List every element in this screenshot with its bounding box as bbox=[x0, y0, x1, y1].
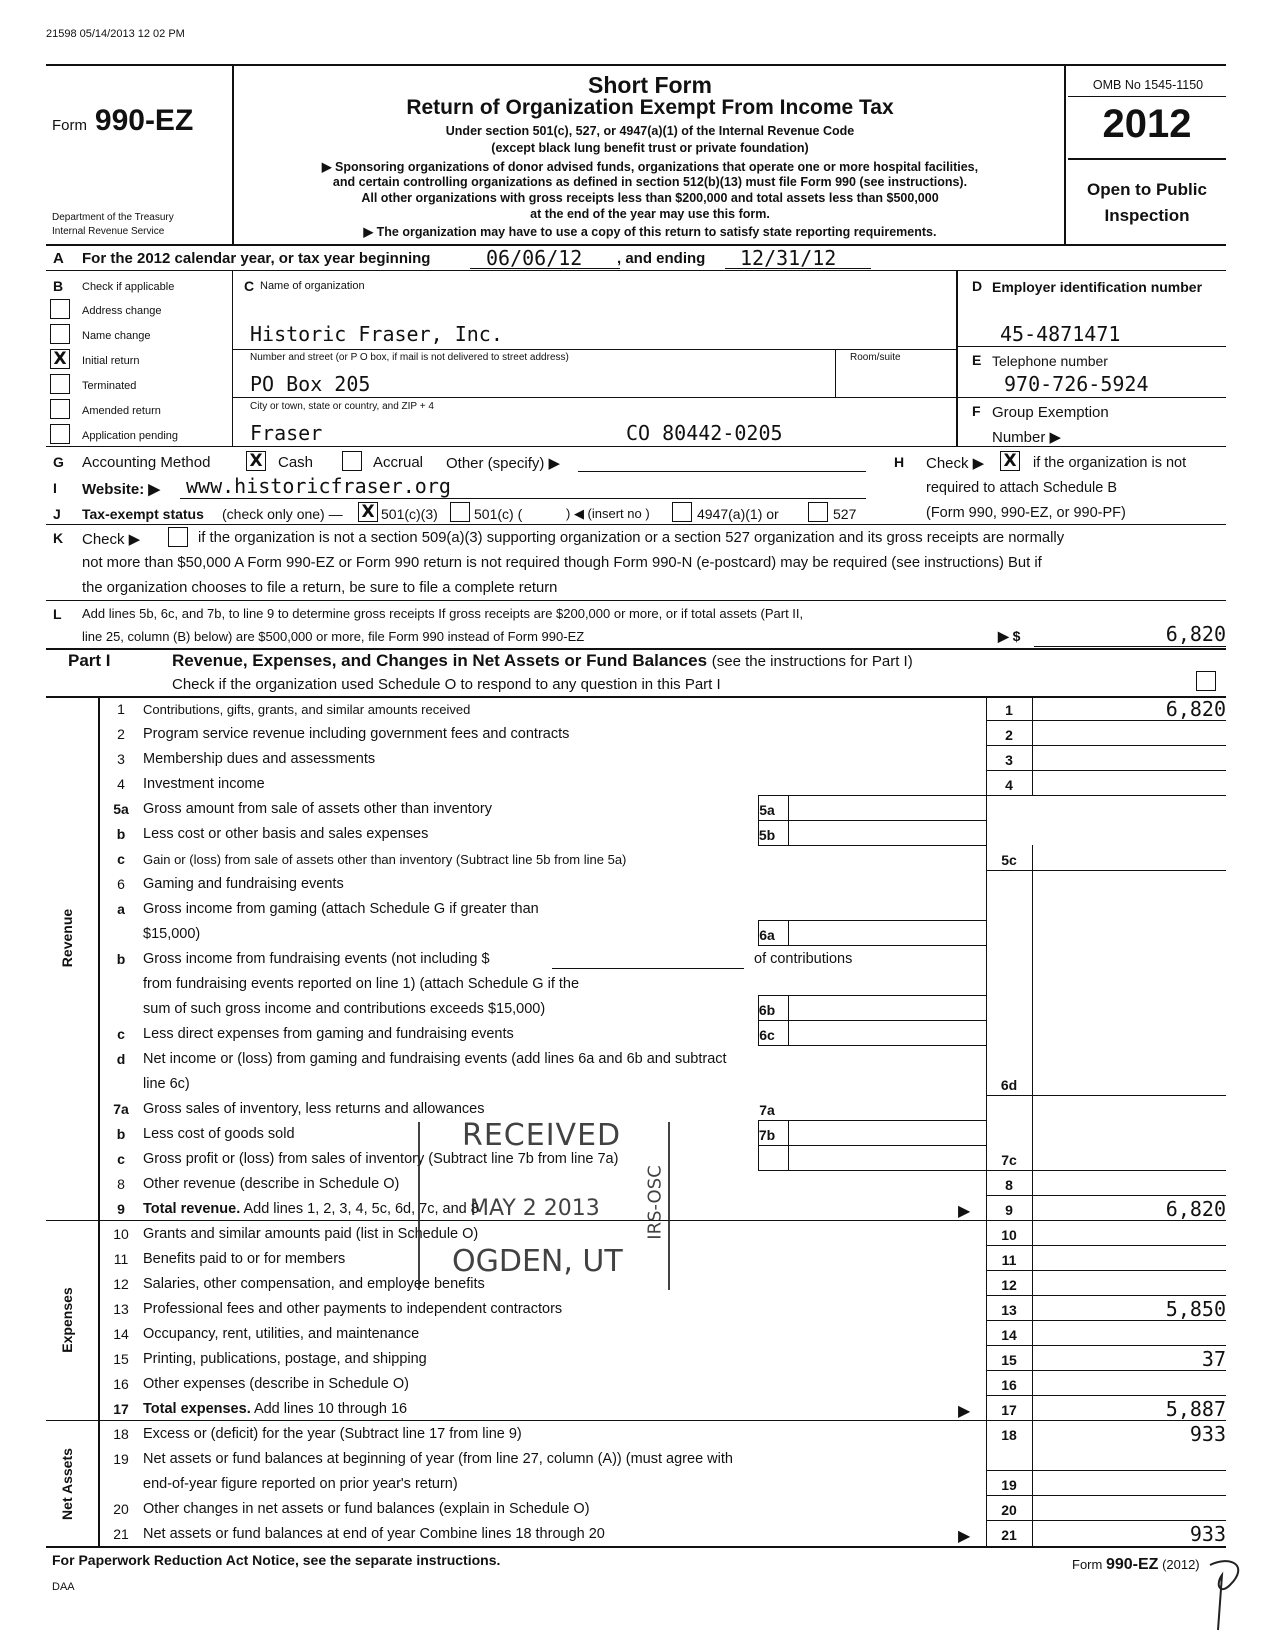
sub-rule bbox=[758, 1045, 986, 1046]
line-21-amount[interactable]: 933 bbox=[1189, 1522, 1226, 1546]
side-label-revenue: Revenue bbox=[59, 908, 75, 968]
row-rule bbox=[986, 1295, 1226, 1296]
line-18-desc: Excess or (deficit) for the year (Subtract line 17 from line 9) bbox=[143, 1426, 522, 1442]
line-5b-subbox: 5b bbox=[758, 827, 776, 843]
line-11-box: 11 bbox=[1001, 1252, 1017, 1268]
side-label-divider bbox=[98, 696, 100, 1546]
stamp-received: RECEIVED bbox=[462, 1118, 622, 1153]
row-rule bbox=[986, 1395, 1226, 1396]
checkbox-schedule-o[interactable] bbox=[1196, 671, 1216, 691]
line-11-desc: Benefits paid to or for members bbox=[143, 1251, 346, 1267]
checkbox-cash[interactable]: X bbox=[246, 451, 266, 471]
line-10-num: 10 bbox=[113, 1226, 129, 1242]
name-rule bbox=[232, 349, 956, 350]
line-5b-desc: Less cost or other basis and sales expenses bbox=[143, 826, 429, 842]
line-18-num: 18 bbox=[113, 1426, 129, 1442]
line-8-num: 8 bbox=[117, 1176, 125, 1192]
line-16-box: 16 bbox=[1001, 1377, 1017, 1393]
line-l-letter: L bbox=[53, 606, 62, 622]
row-rule bbox=[986, 870, 1226, 871]
label-name-change: Name change bbox=[82, 330, 151, 342]
footer-form-year: (2012) bbox=[1162, 1557, 1200, 1572]
line-a-rule bbox=[46, 270, 1226, 271]
label-527: 527 bbox=[833, 506, 857, 522]
daa-label: DAA bbox=[52, 1581, 75, 1593]
line-14-box: 14 bbox=[1001, 1327, 1017, 1343]
line-19-box: 19 bbox=[1001, 1477, 1017, 1493]
street-label: Number and street (or P O box, if mail is not delivered to street address) bbox=[250, 352, 569, 363]
line-19-num: 19 bbox=[113, 1451, 129, 1467]
side-label-expenses: Expenses bbox=[59, 1287, 75, 1353]
line-19-desc1: Net assets or fund balances at beginning of year (from line 27, column (A)) (must agree with bbox=[143, 1451, 733, 1467]
org-name-label: Name of organization bbox=[260, 280, 365, 292]
footer-form-number: 990-EZ bbox=[1105, 1556, 1159, 1573]
sub-rule bbox=[758, 1170, 986, 1171]
line-17-box: 17 bbox=[1001, 1402, 1017, 1418]
line-15-box: 15 bbox=[1001, 1352, 1017, 1368]
checkbox-application-pending[interactable] bbox=[50, 424, 70, 444]
group-exemption-label: Group Exemption bbox=[992, 404, 1109, 421]
stamp-side: IRS-OSC bbox=[644, 1165, 666, 1240]
subtitle-7: ▶ The organization may have to use a copy of this return to satisfy state reporting requirements. bbox=[363, 225, 937, 239]
section-bcdef-bottom bbox=[46, 446, 1226, 447]
line-6d-box: 6d bbox=[1000, 1077, 1018, 1093]
line-1-amount[interactable]: 6,820 bbox=[1165, 697, 1226, 721]
line-20-box: 20 bbox=[1001, 1502, 1017, 1518]
line-h-text2: required to attach Schedule B bbox=[926, 480, 1118, 496]
line-k-text3: the organization chooses to file a return, be sure to file a complete return bbox=[82, 580, 558, 596]
footer-form-id bbox=[1072, 1556, 1200, 1574]
subtitle-4: and certain controlling organizations as defined in section 512(b)(13) must file Form 990 (see instructions). bbox=[332, 175, 968, 189]
line-k-letter: K bbox=[53, 530, 64, 546]
other-method-line[interactable] bbox=[578, 471, 866, 472]
line-6a-desc1: Gross income from gaming (attach Schedule G if greater than bbox=[143, 901, 539, 917]
subtitle-3: ▶ Sponsoring organizations of donor advised funds, organizations that operate one or more hospital facilities, bbox=[321, 160, 979, 174]
line-l-text1: Add lines 5b, 6c, and 7b, to line 9 to determine gross receipts If gross receipts are $200,000 or more, or if total assets (Part II, bbox=[82, 606, 804, 621]
form-number: 990-EZ bbox=[94, 104, 194, 137]
sub-rule bbox=[758, 1120, 986, 1121]
header-bottom-rule bbox=[46, 244, 1226, 246]
room-divider bbox=[835, 349, 836, 397]
line-6b-desc1: Gross income from fundraising events (not including $ bbox=[143, 951, 490, 967]
line-6d-desc2: line 6c) bbox=[143, 1076, 190, 1092]
line-7b-desc: Less cost of goods sold bbox=[143, 1126, 295, 1142]
line-7a-num: 7a bbox=[113, 1101, 129, 1117]
website-underline bbox=[180, 498, 866, 499]
line-17-amount[interactable]: 5,887 bbox=[1165, 1397, 1226, 1421]
subtitle-6: at the end of the year may use this form. bbox=[530, 207, 770, 221]
line-9-desc-text: Add lines 1, 2, 3, 4, 5c, 6d, 7c, and 8 bbox=[240, 1201, 479, 1217]
accounting-method-label: Accounting Method bbox=[82, 454, 211, 471]
label-4947: 4947(a)(1) or bbox=[697, 506, 779, 522]
line-5a-desc: Gross amount from sale of assets other than inventory bbox=[143, 801, 492, 817]
part1-top-rule bbox=[46, 648, 1226, 650]
checkbox-schedule-b[interactable]: X bbox=[1000, 451, 1020, 471]
header-divider-right bbox=[1064, 64, 1066, 244]
label-initial-return: Initial return bbox=[82, 355, 140, 367]
part1-title-suffix: (see the instructions for Part I) bbox=[711, 653, 913, 670]
label-501c: 501(c) ( bbox=[474, 506, 523, 522]
row-rule bbox=[986, 1170, 1226, 1171]
line-5c-box: 5c bbox=[1001, 852, 1017, 868]
tax-year-end[interactable]: 12/31/12 bbox=[740, 246, 837, 270]
line-10-desc: Grants and similar amounts paid (list in Schedule O) bbox=[143, 1226, 479, 1242]
sub-rule bbox=[758, 920, 986, 921]
section-c-letter: C bbox=[244, 278, 255, 294]
line-18-box: 18 bbox=[1001, 1427, 1017, 1443]
line-20-desc: Other changes in net assets or fund balances (explain in Schedule O) bbox=[143, 1501, 590, 1517]
omb-number: OMB No 1545-1150 bbox=[1092, 78, 1204, 92]
section-d-letter: D bbox=[972, 278, 983, 294]
line-a-mid: , and ending bbox=[617, 250, 706, 267]
line-6d-desc1: Net income or (loss) from gaming and fundraising events (add lines 6a and 6b and subtract bbox=[143, 1051, 727, 1067]
line-15-desc: Printing, publications, postage, and shipping bbox=[143, 1351, 427, 1367]
stamp-date: MAY 2 2013 bbox=[470, 1196, 600, 1221]
line-k-text1: if the organization is not a section 509(a)(3) supporting organization or a section 527 organization and its gross receipts are normally bbox=[198, 530, 1065, 546]
accrual-label: Accrual bbox=[373, 454, 424, 471]
checkbox-initial-return[interactable]: X bbox=[50, 349, 70, 369]
checkbox-terminated[interactable] bbox=[50, 374, 70, 394]
line-13-num: 13 bbox=[113, 1301, 129, 1317]
line-17-desc-bold: Total expenses. bbox=[143, 1401, 251, 1417]
cash-label: Cash bbox=[278, 454, 314, 471]
line-13-desc: Professional fees and other payments to independent contractors bbox=[143, 1301, 563, 1317]
gross-receipts-amount[interactable]: 6,820 bbox=[1165, 622, 1226, 646]
subtitle-5: All other organizations with gross receipts less than $200,000 and total assets less than $500,000 bbox=[361, 191, 939, 205]
footer-form-word: Form bbox=[1072, 1557, 1103, 1572]
line-k-text2: not more than $50,000 A Form 990-EZ or Form 990 return is not required though Form 990-N (e-postcard) may be required (see instructions) But if bbox=[82, 555, 1042, 571]
line-15-num: 15 bbox=[113, 1351, 129, 1367]
line-6b-desc2: from fundraising events reported on line 1) (attach Schedule G if the bbox=[143, 976, 580, 992]
line-18-amount[interactable]: 933 bbox=[1189, 1422, 1226, 1446]
city-label: City or town, state or country, and ZIP + 4 bbox=[250, 401, 434, 412]
begin-underline bbox=[470, 268, 620, 269]
checkbox-501c3[interactable]: X bbox=[358, 502, 378, 522]
group-number-label: Number ▶ bbox=[992, 429, 1062, 446]
part1-label: Part I bbox=[68, 651, 111, 670]
line-6c-num: c bbox=[117, 1026, 125, 1042]
checkbox-line-k[interactable] bbox=[168, 527, 188, 547]
line-k-rule bbox=[46, 600, 1226, 601]
paperwork-notice: For Paperwork Reduction Act Notice, see the separate instructions. bbox=[52, 1552, 501, 1568]
line-21-box: 21 bbox=[1001, 1527, 1017, 1543]
line-7c-desc: Gross profit or (loss) from sales of inventory (Subtract line 7b from line 7a) bbox=[143, 1151, 619, 1167]
line-19-desc2: end-of-year figure reported on prior year's return) bbox=[143, 1476, 458, 1492]
sub-rule bbox=[758, 945, 986, 946]
line-14-num: 14 bbox=[113, 1326, 129, 1342]
line-6c-subbox: 6c bbox=[759, 1027, 775, 1043]
sub-rule bbox=[758, 795, 986, 796]
subtitle-1: Under section 501(c), 527, or 4947(a)(1) of the Internal Revenue Code bbox=[445, 124, 855, 138]
line-h-text1: if the organization is not bbox=[1033, 455, 1187, 471]
street-address[interactable]: PO Box 205 bbox=[250, 372, 371, 396]
line-6-num: 6 bbox=[117, 876, 125, 892]
line-4-num: 4 bbox=[117, 776, 125, 792]
line-5c-desc: Gain or (loss) from sale of assets other than inventory (Subtract line 5b from line 5a) bbox=[143, 852, 627, 867]
line-9-num: 9 bbox=[117, 1201, 125, 1217]
line-a-letter: A bbox=[53, 250, 64, 267]
line-16-desc: Other expenses (describe in Schedule O) bbox=[143, 1376, 409, 1392]
line-3-desc: Membership dues and assessments bbox=[143, 751, 376, 767]
line-k-check: Check ▶ bbox=[82, 531, 141, 548]
line-6c-desc: Less direct expenses from gaming and fundraising events bbox=[143, 1026, 514, 1042]
line-7b-subbox: 7b bbox=[758, 1127, 776, 1143]
line-4-desc: Investment income bbox=[143, 776, 265, 792]
ein[interactable]: 45-4871471 bbox=[1000, 322, 1121, 346]
line-6d-num: d bbox=[116, 1051, 126, 1067]
line-17-desc bbox=[143, 1401, 407, 1417]
line-13-box: 13 bbox=[1001, 1302, 1017, 1318]
line-5a-num: 5a bbox=[113, 801, 129, 817]
room-label: Room/suite bbox=[850, 352, 901, 363]
dept-line1: Department of the Treasury bbox=[52, 212, 174, 223]
stamp-city: OGDEN, UT bbox=[452, 1244, 623, 1279]
line-6a-desc2: $15,000) bbox=[143, 926, 201, 942]
sub-rule bbox=[758, 1145, 986, 1146]
section-f-letter: F bbox=[972, 403, 981, 419]
line-10-box: 10 bbox=[1001, 1227, 1017, 1243]
line-14-desc: Occupancy, rent, utilities, and maintenance bbox=[143, 1326, 420, 1342]
handwritten-initials-icon bbox=[1200, 1555, 1260, 1635]
line-12-desc: Salaries, other compensation, and employee benefits bbox=[143, 1276, 485, 1292]
line-6b-subbox: 6b bbox=[758, 1002, 776, 1018]
form-id: Form 990-EZ bbox=[52, 104, 194, 137]
row-rule bbox=[986, 1345, 1226, 1346]
line-2-desc: Program service revenue including government fees and contracts bbox=[143, 726, 570, 742]
line-g-letter: G bbox=[53, 454, 64, 470]
other-method-label: Other (specify) ▶ bbox=[446, 455, 561, 472]
checkbox-address-change[interactable] bbox=[50, 299, 70, 319]
phone[interactable]: 970-726-5924 bbox=[1004, 372, 1149, 396]
line-9-box: 9 bbox=[1005, 1202, 1013, 1218]
row-rule bbox=[986, 1245, 1226, 1246]
row-rule bbox=[986, 1470, 1226, 1471]
sub-rule bbox=[758, 845, 986, 846]
open-public-1: Open to Public bbox=[1087, 180, 1207, 199]
section-b-letter: B bbox=[53, 278, 64, 294]
shaded-5ab bbox=[987, 796, 1226, 845]
checkbox-name-change[interactable] bbox=[50, 324, 70, 344]
row-rule bbox=[986, 1495, 1226, 1496]
ein-rule bbox=[956, 346, 1226, 347]
line-20-num: 20 bbox=[113, 1501, 129, 1517]
line-21-arrow-icon: ▶ bbox=[958, 1528, 971, 1545]
sub-rule bbox=[758, 1020, 986, 1021]
part1-title-text: Revenue, Expenses, and Changes in Net Assets or Fund Balances bbox=[172, 651, 708, 670]
org-name[interactable]: Historic Fraser, Inc. bbox=[250, 322, 503, 346]
line-a-text: For the 2012 calendar year, or tax year beginning bbox=[82, 250, 431, 267]
row-rule bbox=[986, 1270, 1226, 1271]
line-7a-subbox: 7a bbox=[759, 1102, 775, 1118]
dept-line2: Internal Revenue Service bbox=[52, 226, 165, 237]
line-i-letter: I bbox=[53, 480, 57, 496]
line-9-arrow-icon: ▶ bbox=[958, 1203, 971, 1220]
ein-label: Employer identification number bbox=[992, 279, 1203, 295]
sub-rule bbox=[758, 820, 986, 821]
row-rule bbox=[986, 1195, 1226, 1196]
line-6a-subbox: 6a bbox=[759, 927, 775, 943]
tax-exempt-hint: (check only one) — bbox=[222, 506, 343, 522]
side-label-net-assets: Net Assets bbox=[59, 1448, 75, 1520]
end-underline bbox=[725, 268, 871, 269]
label-amended-return: Amended return bbox=[82, 405, 161, 417]
header-top-rule bbox=[46, 64, 1226, 66]
phone-label: Telephone number bbox=[992, 353, 1108, 369]
line-3-box: 3 bbox=[1005, 752, 1013, 768]
tax-year-begin[interactable]: 06/06/12 bbox=[486, 246, 583, 270]
row-rule bbox=[986, 770, 1226, 771]
line-h-text3: (Form 990, 990-EZ, or 990-PF) bbox=[926, 505, 1126, 521]
label-terminated: Terminated bbox=[82, 380, 137, 392]
header-divider-left bbox=[232, 64, 234, 244]
line-7a-desc: Gross sales of inventory, less returns and allowances bbox=[143, 1101, 485, 1117]
line-17-arrow-icon: ▶ bbox=[958, 1403, 971, 1420]
checkbox-amended-return[interactable] bbox=[50, 399, 70, 419]
line-17-desc-text: Add lines 10 through 16 bbox=[250, 1401, 408, 1417]
year-rule bbox=[1068, 158, 1226, 160]
tax-year: 2012 bbox=[1102, 102, 1192, 146]
line-11-num: 11 bbox=[113, 1251, 129, 1267]
cd-divider bbox=[956, 270, 958, 446]
title-short: Short Form bbox=[588, 72, 712, 98]
line-6-desc: Gaming and fundraising events bbox=[143, 876, 344, 892]
phone-rule bbox=[956, 397, 1226, 398]
line-3-num: 3 bbox=[117, 751, 125, 767]
line-6b-desc1b: of contributions bbox=[754, 951, 853, 967]
checkbox-527[interactable] bbox=[808, 502, 828, 522]
label-application-pending: Application pending bbox=[82, 430, 179, 442]
line-5b-num: b bbox=[116, 826, 126, 842]
line-4-box: 4 bbox=[1005, 777, 1013, 793]
row-rule bbox=[986, 1095, 1226, 1096]
line-h-letter: H bbox=[894, 454, 905, 470]
city[interactable]: Fraser bbox=[250, 421, 323, 445]
line-l-text2: line 25, column (B) below) are $500,000 or more, file Form 990 instead of Form 990-EZ bbox=[82, 629, 585, 644]
line-21-desc: Net assets or fund balances at end of year Combine lines 18 through 20 bbox=[143, 1526, 605, 1542]
bc-divider bbox=[232, 270, 233, 446]
section-b-heading: Check if applicable bbox=[82, 281, 175, 293]
street-rule bbox=[232, 397, 956, 398]
row-rule bbox=[986, 1520, 1226, 1521]
checkbox-501c[interactable] bbox=[450, 502, 470, 522]
line-2-box: 2 bbox=[1005, 727, 1013, 743]
line-7c-box: 7c bbox=[1001, 1152, 1017, 1168]
line-13-amount[interactable]: 5,850 bbox=[1165, 1297, 1226, 1321]
top-timestamp: 21598 05/14/2013 12 02 PM bbox=[46, 28, 185, 40]
line-7c-num: c bbox=[117, 1151, 125, 1167]
sub-rule bbox=[758, 995, 986, 996]
line-9-desc-bold: Total revenue. bbox=[143, 1201, 241, 1217]
website-url[interactable]: www.historicfraser.org bbox=[186, 474, 451, 498]
title-main: Return of Organization Exempt From Income Tax bbox=[406, 96, 894, 119]
line-1-box: 1 bbox=[1005, 702, 1013, 718]
tax-exempt-label: Tax-exempt status bbox=[82, 506, 204, 522]
checkbox-accrual[interactable] bbox=[342, 451, 362, 471]
line-7b-num: b bbox=[116, 1126, 126, 1142]
line-6b-desc3: sum of such gross income and contributions exceeds $15,000) bbox=[143, 1001, 546, 1017]
line-1-num: 1 bbox=[117, 701, 125, 717]
line-1-desc: Contributions, gifts, grants, and similar amounts received bbox=[143, 702, 471, 717]
subtitle-2: (except black lung benefit trust or private foundation) bbox=[491, 141, 809, 155]
checkbox-4947[interactable] bbox=[672, 502, 692, 522]
label-501c-insert: ) ◀ (insert no ) bbox=[566, 506, 650, 521]
part1-check-line: Check if the organization used Schedule O to respond to any question in this Part I bbox=[172, 676, 721, 693]
line-8-box: 8 bbox=[1005, 1177, 1013, 1193]
website-label: Website: ▶ bbox=[82, 481, 160, 498]
line-j-rule bbox=[46, 524, 1226, 525]
label-501c3: 501(c)(3) bbox=[381, 506, 438, 522]
section-e-letter: E bbox=[972, 352, 982, 368]
part1-title bbox=[172, 651, 913, 671]
label-address-change: Address change bbox=[82, 305, 162, 317]
line-12-box: 12 bbox=[1001, 1277, 1017, 1293]
omb-rule bbox=[1068, 96, 1226, 97]
line-5a-subbox: 5a bbox=[759, 802, 775, 818]
line-17-num: 17 bbox=[113, 1401, 129, 1417]
line-8-desc: Other revenue (describe in Schedule O) bbox=[143, 1176, 400, 1192]
gross-receipts-underline bbox=[1034, 646, 1226, 647]
line-5c-num: c bbox=[117, 851, 125, 867]
line-6b-num: b bbox=[116, 951, 126, 967]
open-public-2: Inspection bbox=[1104, 206, 1190, 225]
part1-bottom-rule bbox=[46, 1546, 1226, 1548]
line-h-check: Check ▶ bbox=[926, 455, 985, 472]
line-6b-blank[interactable] bbox=[552, 968, 744, 969]
line-l-arrow: ▶ $ bbox=[998, 628, 1021, 644]
line-15-amount[interactable]: 37 bbox=[1201, 1347, 1226, 1371]
line-j-letter: J bbox=[53, 506, 61, 522]
row-rule bbox=[986, 745, 1226, 746]
line-16-num: 16 bbox=[113, 1376, 129, 1392]
line-6a-num: a bbox=[117, 901, 125, 917]
line-2-num: 2 bbox=[117, 726, 125, 742]
line-12-num: 12 bbox=[113, 1276, 129, 1292]
line-21-num: 21 bbox=[113, 1526, 129, 1542]
state-zip[interactable]: CO 80442-0205 bbox=[626, 421, 783, 445]
line-9-amount[interactable]: 6,820 bbox=[1165, 1197, 1226, 1221]
